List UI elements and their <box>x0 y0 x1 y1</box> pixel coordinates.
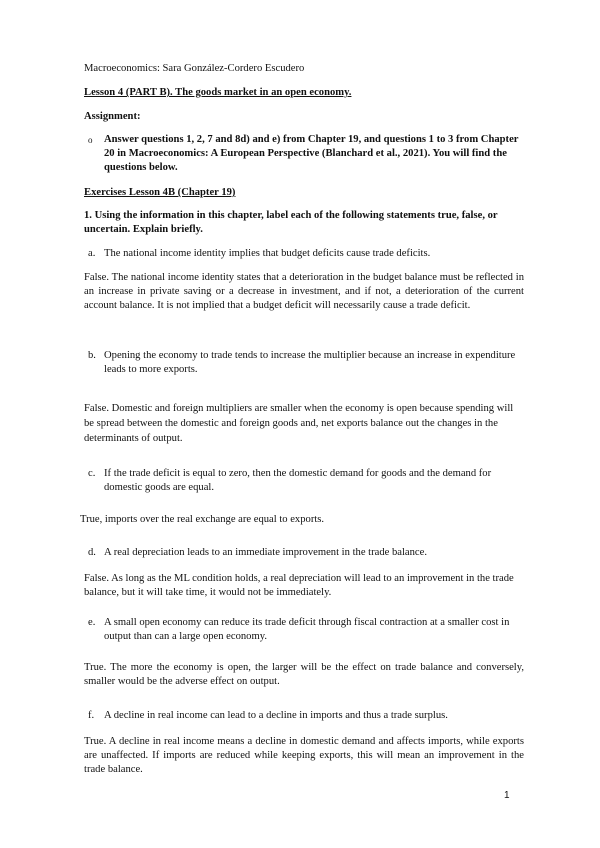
item-statement: If the trade deficit is equal to zero, then the domestic demand for goods and the demand for domestic goods are equal. <box>104 468 492 493</box>
item-answer: False. The national income identity states that a deterioration in the budget balance must be reflected in an increase in private saving or a decrease in investment, and if not, a deterioration of the current account balance. It is not implied that a budget deficit will necessarily cause a trade deficit. <box>84 272 524 311</box>
lesson-title: Lesson 4 (PART B). The goods market in an open economy. <box>84 87 352 98</box>
question-1: 1. Using the information in this chapter, label each of the following statements true, false, or uncertain. Explain briefly. <box>84 210 498 235</box>
running-header: Macroeconomics: Sara González-Cordero Escudero <box>84 63 305 74</box>
item-label: c. <box>88 468 96 479</box>
item-answer: False. Domestic and foreign multipliers are smaller when the economy is open because spending will be spread between the domestic and foreign goods and, net exports balance out the changes in the determinants of output. <box>84 403 514 444</box>
item-label: b. <box>88 350 96 361</box>
item-statement: The national income identity implies that budget deficits cause trade deficits. <box>104 248 431 259</box>
page-number: 1 <box>504 790 510 801</box>
item-statement: Opening the economy to trade tends to increase the multiplier because an increase in expenditure leads to more exports. <box>104 350 516 375</box>
item-statement: A real depreciation leads to an immediate improvement in the trade balance. <box>104 547 427 558</box>
item-answer: True. A decline in real income means a decline in domestic demand and affects imports, while exports are unaffected. If imports are reduced while keeping exports, this will mean an improvement in the trade balance. <box>84 736 524 775</box>
item-label: f. <box>88 710 95 721</box>
item-answer: True. The more the economy is open, the larger will be the effect on trade balance and conversely, smaller would be the adverse effect on output. <box>84 662 524 687</box>
assignment-label: Assignment: <box>84 111 141 122</box>
item-label: d. <box>88 547 96 558</box>
item-label: e. <box>88 617 96 628</box>
item-answer: False. As long as the ML condition holds, a real depreciation will lead to an improvement in the trade balance, but it will take time, it would not be immediately. <box>84 573 514 598</box>
item-answer: True, imports over the real exchange are equal to exports. <box>80 514 325 525</box>
assignment-text: Answer questions 1, 2, 7 and 8d) and e) from Chapter 19, and questions 1 to 3 from Chapter 20 in Macroeconomics: A European Perspective (Blanchard et al., 2021). You will find the questions below. <box>104 134 519 173</box>
item-statement: A small open economy can reduce its trade deficit through fiscal contraction at a smaller cost in output than can a large open economy. <box>104 617 510 642</box>
bullet-marker: o <box>88 135 93 145</box>
item-statement: A decline in real income can lead to a decline in imports and thus a trade surplus. <box>104 710 448 721</box>
exercises-heading: Exercises Lesson 4B (Chapter 19) <box>84 187 236 198</box>
item-label: a. <box>88 248 96 259</box>
